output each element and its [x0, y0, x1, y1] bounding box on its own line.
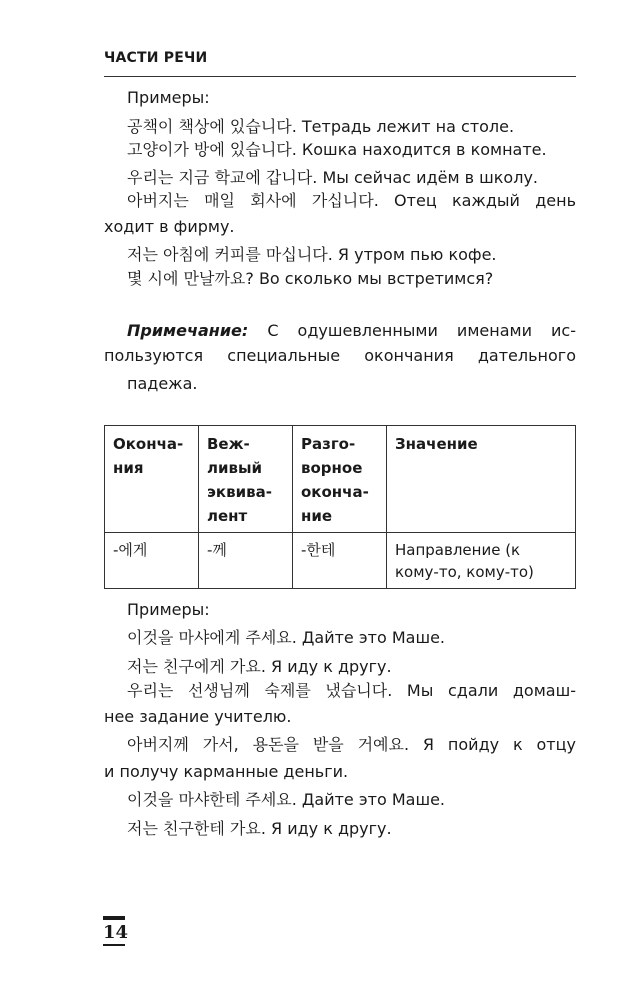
- page-number-rule: [103, 916, 125, 920]
- example-line: 몇 시에 만날까요? Во сколько мы встретимся?: [127, 269, 494, 288]
- examples-label: Примеры:: [127, 88, 210, 107]
- example-line: 우리는 선생님께 숙제를 냈습니다. Мы сдали домаш-: [127, 681, 576, 700]
- endings-table: [104, 425, 576, 589]
- example-line: нее задание учителю.: [104, 707, 292, 726]
- note-line: пользуются специальные окончания дательного: [104, 346, 576, 365]
- table-cell-colloquial: -한테: [293, 533, 387, 589]
- table-row: [105, 533, 576, 589]
- examples-label: Примеры:: [127, 600, 210, 619]
- table-header-polite: Веж- ливый эквива- лент: [199, 426, 293, 533]
- note-line: [104, 321, 576, 341]
- example-line: 공책이 책상에 있습니다. Тетрадь лежит на столе.: [127, 117, 515, 136]
- example-line: 저는 아침에 커피를 마십니다. Я утром пью кофе.: [127, 245, 497, 264]
- example-line: 아버지는 매일 회사에 가십니다. Отец каждый день: [127, 191, 576, 210]
- example-line: 저는 친구한테 가요. Я иду к другу.: [127, 819, 392, 838]
- table-header-meaning: Значение: [387, 426, 576, 533]
- page-number: 14: [103, 922, 129, 943]
- running-header: ЧАСТИ РЕЧИ: [104, 50, 208, 66]
- example-line: и получу карманные деньги.: [104, 762, 349, 781]
- table-header-row: [105, 426, 576, 533]
- table-header-endings: Оконча- ния: [105, 426, 199, 533]
- table-cell-meaning: Направление (к кому-то, кому-то): [387, 533, 576, 589]
- table-cell-ending: -에게: [105, 533, 199, 589]
- header-rule: [104, 76, 576, 77]
- example-line: 고양이가 방에 있습니다. Кошка находится в комнате.: [127, 140, 547, 159]
- page-number-underline: [103, 944, 125, 946]
- note-text: С одушевленными именами ис-: [267, 321, 576, 340]
- table-cell-polite: -께: [199, 533, 293, 589]
- example-line: 저는 친구에게 가요. Я иду к другу.: [127, 657, 392, 676]
- note-label: Примечание:: [127, 321, 249, 340]
- table-header-colloquial: Разго- ворное оконча- ние: [293, 426, 387, 533]
- example-line: 아버지께 가서, 용돈을 받을 거예요. Я пойду к отцу: [127, 735, 576, 754]
- example-line: 이것을 마샤에게 주세요. Дайте это Маше.: [127, 628, 446, 647]
- example-line: 이것을 마샤한테 주세요. Дайте это Маше.: [127, 790, 446, 809]
- example-line: 우리는 지금 학교에 갑니다. Мы сейчас идём в школу.: [127, 168, 539, 187]
- note-line: падежа.: [127, 374, 198, 393]
- example-line: ходит в фирму.: [104, 217, 235, 236]
